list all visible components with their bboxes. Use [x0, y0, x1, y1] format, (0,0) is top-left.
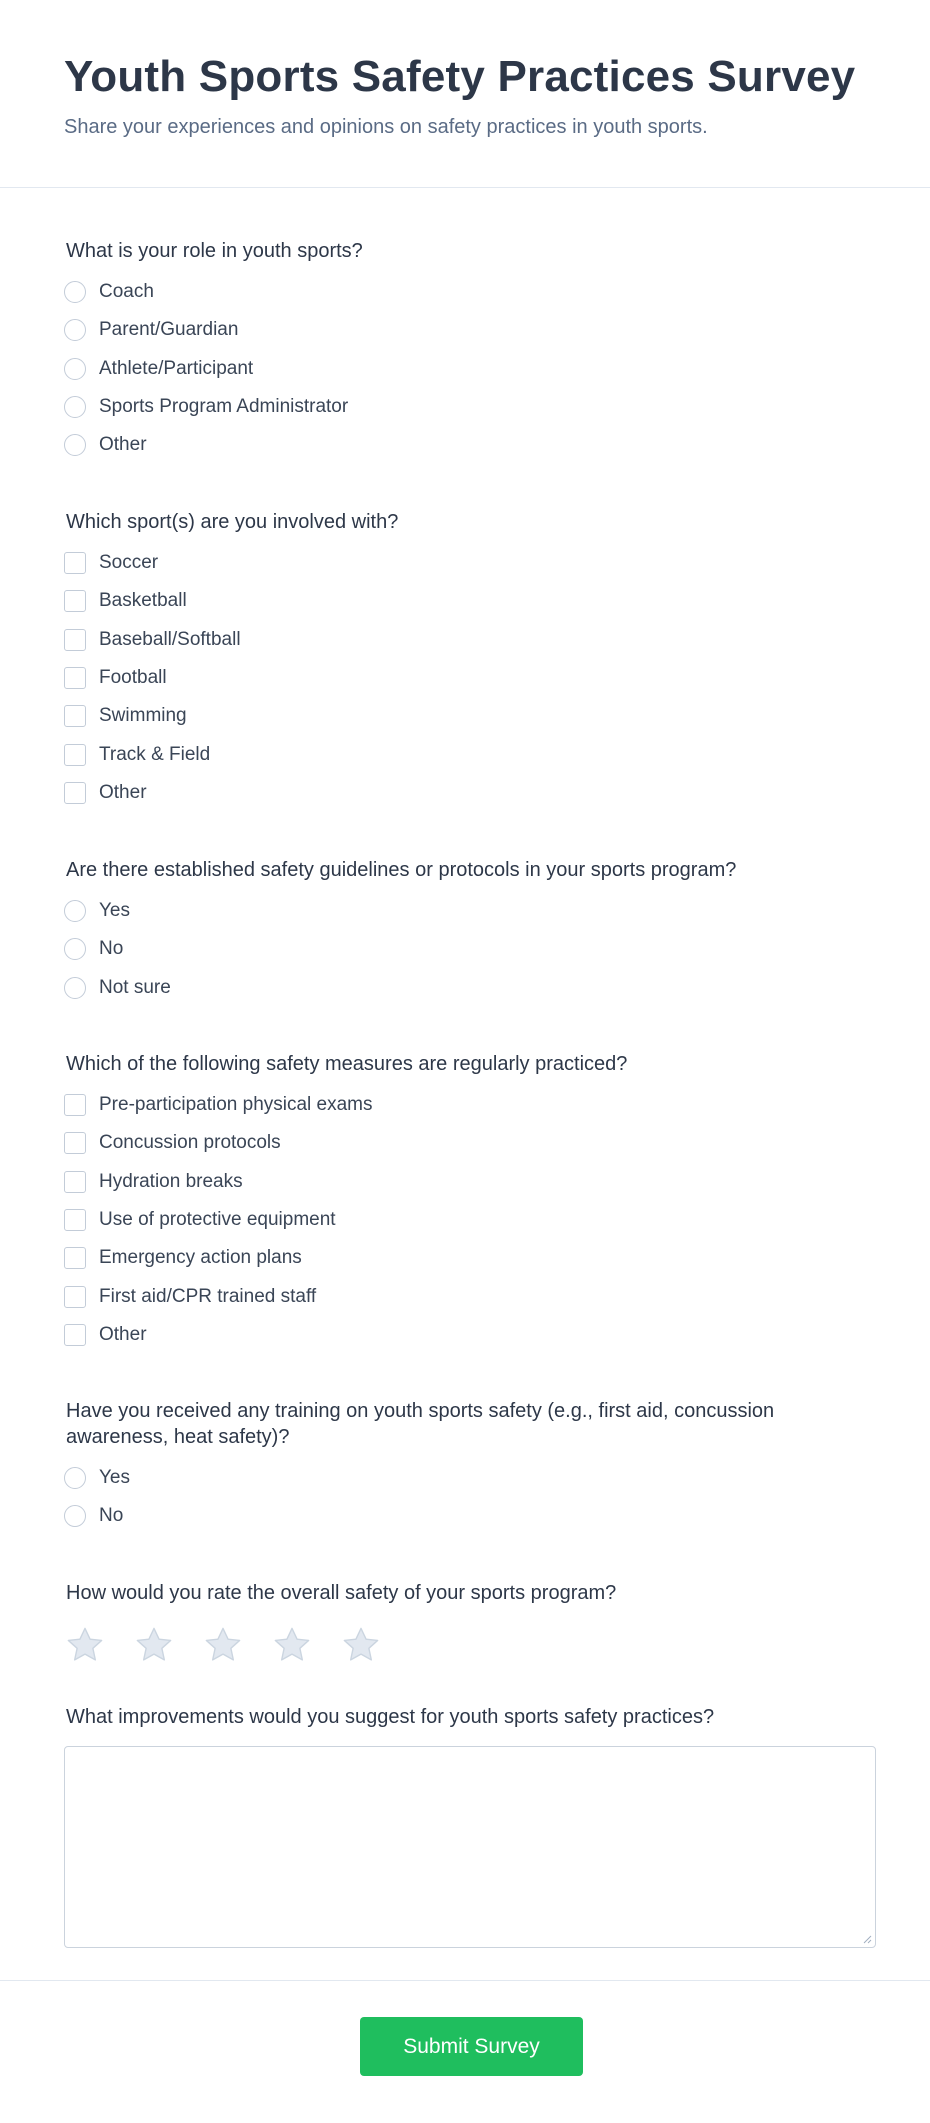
question-label: Which sport(s) are you involved with?: [66, 511, 399, 533]
checkbox[interactable]: [64, 705, 86, 727]
question-guidelines: [64, 857, 874, 1007]
star-icon[interactable]: [340, 1624, 382, 1666]
question-role: [64, 238, 874, 464]
checkbox-option[interactable]: [64, 1316, 874, 1354]
question-label: How would you rate the overall safety of your sports program?: [66, 1582, 617, 1604]
question-improvements: [64, 1704, 874, 1948]
page-title: Youth Sports Safety Practices Survey: [64, 52, 856, 101]
star-icon[interactable]: [271, 1624, 313, 1666]
checkbox[interactable]: [64, 590, 86, 612]
radio-option[interactable]: [64, 388, 874, 426]
option-label: Soccer: [99, 552, 159, 574]
checkbox[interactable]: [64, 1132, 86, 1154]
star-icon[interactable]: [133, 1624, 175, 1666]
footer-divider: [0, 1980, 930, 1981]
option-label: No: [99, 938, 124, 960]
option-label: Parent/Guardian: [99, 319, 239, 341]
question-label: Which of the following safety measures are regularly practiced?: [66, 1053, 628, 1075]
checkbox[interactable]: [64, 782, 86, 804]
radio-option[interactable]: [64, 930, 874, 968]
checkbox-option[interactable]: [64, 774, 874, 812]
option-label: Sports Program Administrator: [99, 396, 349, 418]
option-label: Other: [99, 434, 147, 456]
checkbox-option[interactable]: [64, 1239, 874, 1277]
checkbox[interactable]: [64, 1094, 86, 1116]
option-label: Use of protective equipment: [99, 1209, 336, 1231]
improvements-textarea-frame: [64, 1746, 876, 1948]
radio-button[interactable]: [64, 281, 86, 303]
option-label: Hydration breaks: [99, 1170, 243, 1192]
star-icon[interactable]: [202, 1624, 244, 1666]
checkbox-option[interactable]: [64, 1163, 874, 1201]
checkbox-option[interactable]: [64, 544, 874, 582]
option-label: Emergency action plans: [99, 1247, 302, 1269]
question-label: What is your role in youth sports?: [66, 240, 363, 262]
checkbox-option[interactable]: [64, 1201, 874, 1239]
checkbox[interactable]: [64, 1247, 86, 1269]
radio-option[interactable]: [64, 969, 874, 1007]
page-subtitle: Share your experiences and opinions on safety practices in youth sports.: [64, 116, 708, 138]
option-label: Swimming: [99, 705, 187, 727]
question-label: What improvements would you suggest for youth sports safety practices?: [66, 1706, 715, 1728]
radio-button[interactable]: [64, 319, 86, 341]
question-training: [64, 1398, 874, 1536]
option-label: Coach: [99, 281, 154, 303]
radio-button[interactable]: [64, 434, 86, 456]
radio-button[interactable]: [64, 396, 86, 418]
radio-option[interactable]: [64, 350, 874, 388]
option-label: Basketball: [99, 590, 187, 612]
radio-option[interactable]: [64, 426, 874, 464]
question-sports: [64, 509, 874, 812]
improvements-textarea[interactable]: [65, 1747, 875, 1947]
checkbox-option[interactable]: [64, 697, 874, 735]
options-role: [64, 273, 874, 464]
radio-option[interactable]: [64, 892, 874, 930]
star-rating: [64, 1624, 874, 1666]
checkbox-option[interactable]: [64, 582, 874, 620]
option-label: First aid/CPR trained staff: [99, 1285, 317, 1307]
radio-button[interactable]: [64, 977, 86, 999]
submit-button[interactable]: Submit Survey: [360, 2017, 583, 2076]
checkbox-option[interactable]: [64, 735, 874, 773]
radio-button[interactable]: [64, 358, 86, 380]
checkbox-option[interactable]: [64, 659, 874, 697]
option-label: Track & Field: [99, 743, 211, 765]
question-rating: [64, 1580, 874, 1666]
option-label: Football: [99, 667, 167, 689]
option-label: Not sure: [99, 976, 171, 998]
checkbox[interactable]: [64, 1324, 86, 1346]
radio-button[interactable]: [64, 1505, 86, 1527]
checkbox-option[interactable]: [64, 1277, 874, 1315]
option-label: Concussion protocols: [99, 1132, 281, 1154]
checkbox[interactable]: [64, 629, 86, 651]
options-measures: [64, 1086, 874, 1354]
star-icon[interactable]: [64, 1624, 106, 1666]
checkbox[interactable]: [64, 552, 86, 574]
checkbox[interactable]: [64, 1171, 86, 1193]
question-label: Have you received any training on youth sports safety (e.g., first aid, concussion awareness, heat safety)?: [66, 1400, 775, 1448]
option-label: Baseball/Softball: [99, 628, 241, 650]
option-label: Other: [99, 1323, 147, 1345]
radio-option[interactable]: [64, 1459, 874, 1497]
checkbox[interactable]: [64, 744, 86, 766]
checkbox-option[interactable]: [64, 1086, 874, 1124]
checkbox[interactable]: [64, 1209, 86, 1231]
question-label: Are there established safety guidelines or protocols in your sports program?: [66, 859, 737, 881]
options-sports: [64, 544, 874, 812]
checkbox[interactable]: [64, 1286, 86, 1308]
radio-option[interactable]: [64, 311, 874, 349]
option-label: Yes: [99, 1467, 130, 1489]
checkbox-option[interactable]: [64, 1124, 874, 1162]
radio-option[interactable]: [64, 273, 874, 311]
options-training: [64, 1459, 874, 1536]
radio-button[interactable]: [64, 1467, 86, 1489]
option-label: Athlete/Participant: [99, 357, 254, 379]
radio-option[interactable]: [64, 1497, 874, 1535]
option-label: Other: [99, 781, 147, 803]
option-label: Yes: [99, 900, 130, 922]
radio-button[interactable]: [64, 938, 86, 960]
checkbox-option[interactable]: [64, 621, 874, 659]
radio-button[interactable]: [64, 900, 86, 922]
resize-handle-icon[interactable]: [862, 1934, 872, 1944]
options-guidelines: [64, 892, 874, 1007]
option-label: No: [99, 1505, 124, 1527]
option-label: Pre-participation physical exams: [99, 1094, 373, 1116]
checkbox[interactable]: [64, 667, 86, 689]
question-measures: [64, 1051, 874, 1354]
survey-header: [0, 0, 930, 188]
